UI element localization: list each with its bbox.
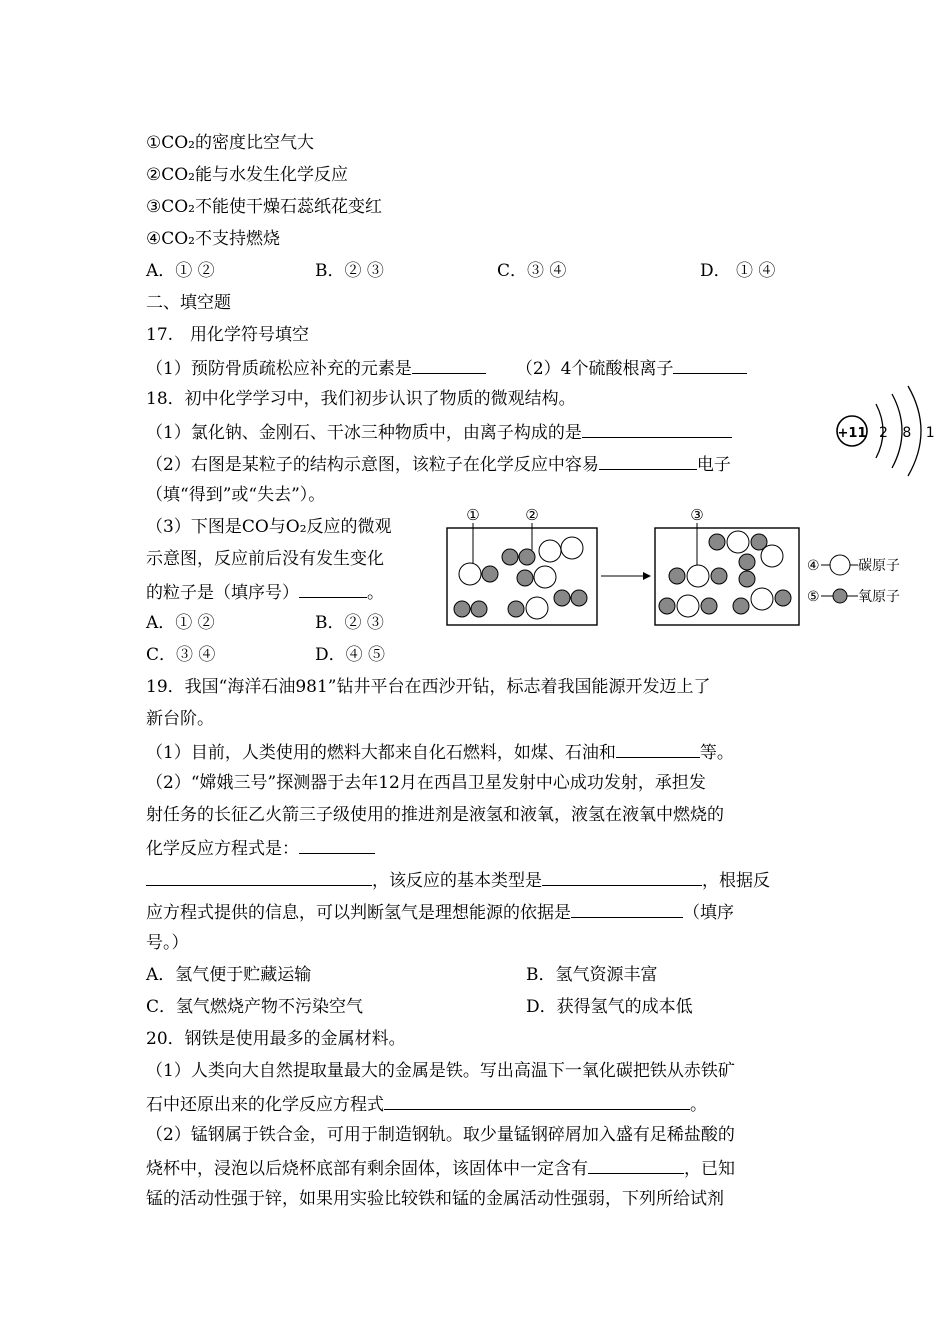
oxygen-atom [711, 568, 727, 584]
oxygen-atom [669, 568, 685, 584]
answer-blank[interactable] [673, 355, 747, 374]
q19-type-tail: ，根据反 [702, 871, 770, 891]
q20-line5 [146, 1155, 735, 1181]
q19-part1-tail: 等。 [699, 743, 734, 763]
q18-option-a: A．① ② [146, 613, 215, 633]
q19-line5: 射任务的长征乙火箭三子级使用的推进剂是液氢和液氧，液氢在液氧中燃烧的 [146, 805, 724, 825]
oxygen-atom [519, 549, 535, 565]
legend-carbon-text: 碳原子 [858, 558, 900, 574]
answer-blank[interactable] [412, 355, 486, 374]
q17-part1: （1）预防骨质疏松应补充的元素是 [146, 359, 412, 379]
q18-part3-line2: 示意图，反应前后没有发生变化 [146, 549, 384, 569]
carbon-atom [526, 597, 548, 619]
oxygen-atom [454, 601, 470, 617]
q19-option-a: A．氢气便于贮藏运输 [146, 965, 312, 985]
oxygen-atom [517, 570, 533, 586]
reaction-micro-diagram [445, 500, 935, 630]
q19-line8 [146, 899, 734, 925]
q20-line4: （2）锰钢属于铁合金，可用于制造钢轨。取少量锰钢碎屑加入盛有足稀盐酸的 [146, 1125, 735, 1145]
legend-oxygen-circle [833, 589, 847, 603]
q16-statement-1: ①CO₂的密度比空气大 [146, 133, 314, 153]
q19-basis-text: 应方程式提供的信息，可以判断氢气是理想能源的依据是 [146, 903, 571, 923]
q18-part2-tail: 电子 [696, 455, 731, 475]
q20-line2: （1）人类向大自然提取量最大的金属是铁。写出高温下一氧化碳把铁从赤铁矿 [146, 1061, 735, 1081]
q19-option-c: C．氢气燃烧产物不污染空气 [146, 997, 364, 1017]
carbon-atom [727, 531, 749, 553]
q18-part1 [146, 419, 732, 445]
q18-part2-hint: （填“得到”或“失去”）。 [146, 485, 326, 505]
oxygen-atom [775, 590, 791, 606]
legend-oxygen-text: 氧原子 [858, 589, 900, 605]
answer-blank[interactable] [571, 899, 683, 918]
oxygen-atom [554, 590, 570, 606]
legend-oxygen-num: ⑤ [807, 589, 820, 605]
oxygen-atom [701, 598, 717, 614]
section-heading: 二、填空题 [146, 293, 231, 313]
oxygen-atom [482, 566, 498, 582]
answer-blank[interactable] [616, 739, 700, 758]
q20-equation-text: 石中还原出来的化学反应方程式 [146, 1095, 384, 1115]
q18-part3-text: 的粒子是（填序号） [146, 583, 299, 603]
q20-solid-text: 烧杯中，浸泡以后烧杯底部有剩余固体，该固体中一定含有 [146, 1159, 588, 1179]
q18-option-d: D．④ ⑤ [315, 645, 386, 665]
arrow-head [643, 572, 651, 580]
q19-part1 [146, 739, 734, 765]
legend-carbon-num: ④ [807, 558, 820, 574]
oxygen-atom [659, 598, 675, 614]
answer-blank[interactable] [299, 835, 375, 854]
carbon-atom [459, 563, 481, 585]
q18-part2-text: （2）右图是某粒子的结构示意图，该粒子在化学反应中容易 [146, 455, 599, 475]
q19-line7 [146, 867, 770, 893]
q17-title: 17. 用化学符号填空 [146, 325, 310, 345]
nucleus-charge: +11 [837, 426, 867, 441]
answer-blank[interactable] [146, 867, 372, 886]
q18-part3-line1: （3）下图是CO与O₂反应的微观 [146, 517, 392, 537]
q20-title: 20．钢铁是使用最多的金属材料。 [146, 1029, 406, 1049]
carbon-atom [761, 545, 783, 567]
q20-equation-end: 。 [690, 1095, 707, 1115]
q18-title: 18．初中化学学习中，我们初步认识了物质的微观结构。 [146, 389, 576, 409]
carbon-atom [539, 540, 561, 562]
oxygen-atom [508, 601, 524, 617]
oxygen-atom [571, 590, 587, 606]
q20-line3 [146, 1091, 707, 1117]
answer-blank[interactable] [582, 419, 732, 438]
q18-part3-line3 [146, 579, 384, 605]
q19-line9: 号。） [146, 933, 189, 953]
answer-blank[interactable] [588, 1155, 684, 1174]
answer-blank[interactable] [299, 579, 367, 598]
oxygen-atom [709, 534, 725, 550]
answer-blank[interactable] [599, 451, 697, 470]
q16-statement-2: ②CO₂能与水发生化学反应 [146, 165, 348, 185]
q16-option-c: C．③ ④ [497, 261, 567, 281]
oxygen-atom [471, 601, 487, 617]
q18-part2 [146, 451, 731, 477]
q20-solid-tail: ，已知 [684, 1159, 735, 1179]
carbon-atom [751, 588, 773, 610]
atom-structure-diagram [832, 382, 940, 482]
q19-line2: 新台阶。 [146, 709, 214, 729]
q19-type-text: ，该反应的基本类型是 [372, 871, 542, 891]
q16-statement-4: ④CO₂不支持燃烧 [146, 229, 280, 249]
q17-line [146, 355, 747, 381]
carbon-atom [687, 565, 709, 587]
label-2: ② [525, 506, 539, 524]
carbon-atom [534, 566, 556, 588]
oxygen-atom [733, 598, 749, 614]
q18-part3-end: 。 [367, 583, 384, 603]
label-1: ① [466, 506, 480, 524]
q18-option-b: B．② ③ [315, 613, 384, 633]
q20-line6: 锰的活动性强于锌，如果用实验比较铁和锰的金属活动性强弱，下列所给试剂 [146, 1189, 724, 1209]
label-3: ③ [690, 506, 704, 524]
q16-option-a: A．① ② [146, 261, 215, 281]
q19-part1-text: （1）目前，人类使用的燃料大都来自化石燃料，如煤、石油和 [146, 743, 616, 763]
q19-basis-tail: （填序 [683, 903, 734, 923]
carbon-atom [561, 537, 583, 559]
q19-line6 [146, 835, 375, 861]
answer-blank[interactable] [384, 1091, 690, 1110]
q19-line1: 19．我国“海洋石油981”钻井平台在西沙开钻，标志着我国能源开发迈上了 [146, 677, 711, 697]
electron-counts: 2 8 1 [879, 425, 940, 441]
oxygen-atom [739, 571, 755, 587]
q16-statement-3: ③CO₂不能使干燥石蕊纸花变红 [146, 197, 382, 217]
q18-part1-text: （1）氯化钠、金刚石、干冰三种物质中，由离子构成的是 [146, 423, 582, 443]
q19-equation-text: 化学反应方程式是： [146, 839, 299, 859]
q17-part2: （2）4个硫酸根离子 [515, 359, 674, 379]
q19-line4: （2）“嫦娥三号”探测器于去年12月在西昌卫星发射中心成功发射，承担发 [146, 773, 706, 793]
carbon-atom [677, 595, 699, 617]
answer-blank[interactable] [542, 867, 702, 886]
legend-carbon-circle [830, 555, 850, 575]
q18-option-c: C．③ ④ [146, 645, 216, 665]
q16-option-d: D． ① ④ [700, 261, 776, 281]
q19-option-b: B．氢气资源丰富 [526, 965, 658, 985]
oxygen-atom [502, 549, 518, 565]
q16-option-b: B．② ③ [315, 261, 384, 281]
q19-option-d: D．获得氢气的成本低 [526, 997, 693, 1017]
oxygen-atom [739, 554, 755, 570]
